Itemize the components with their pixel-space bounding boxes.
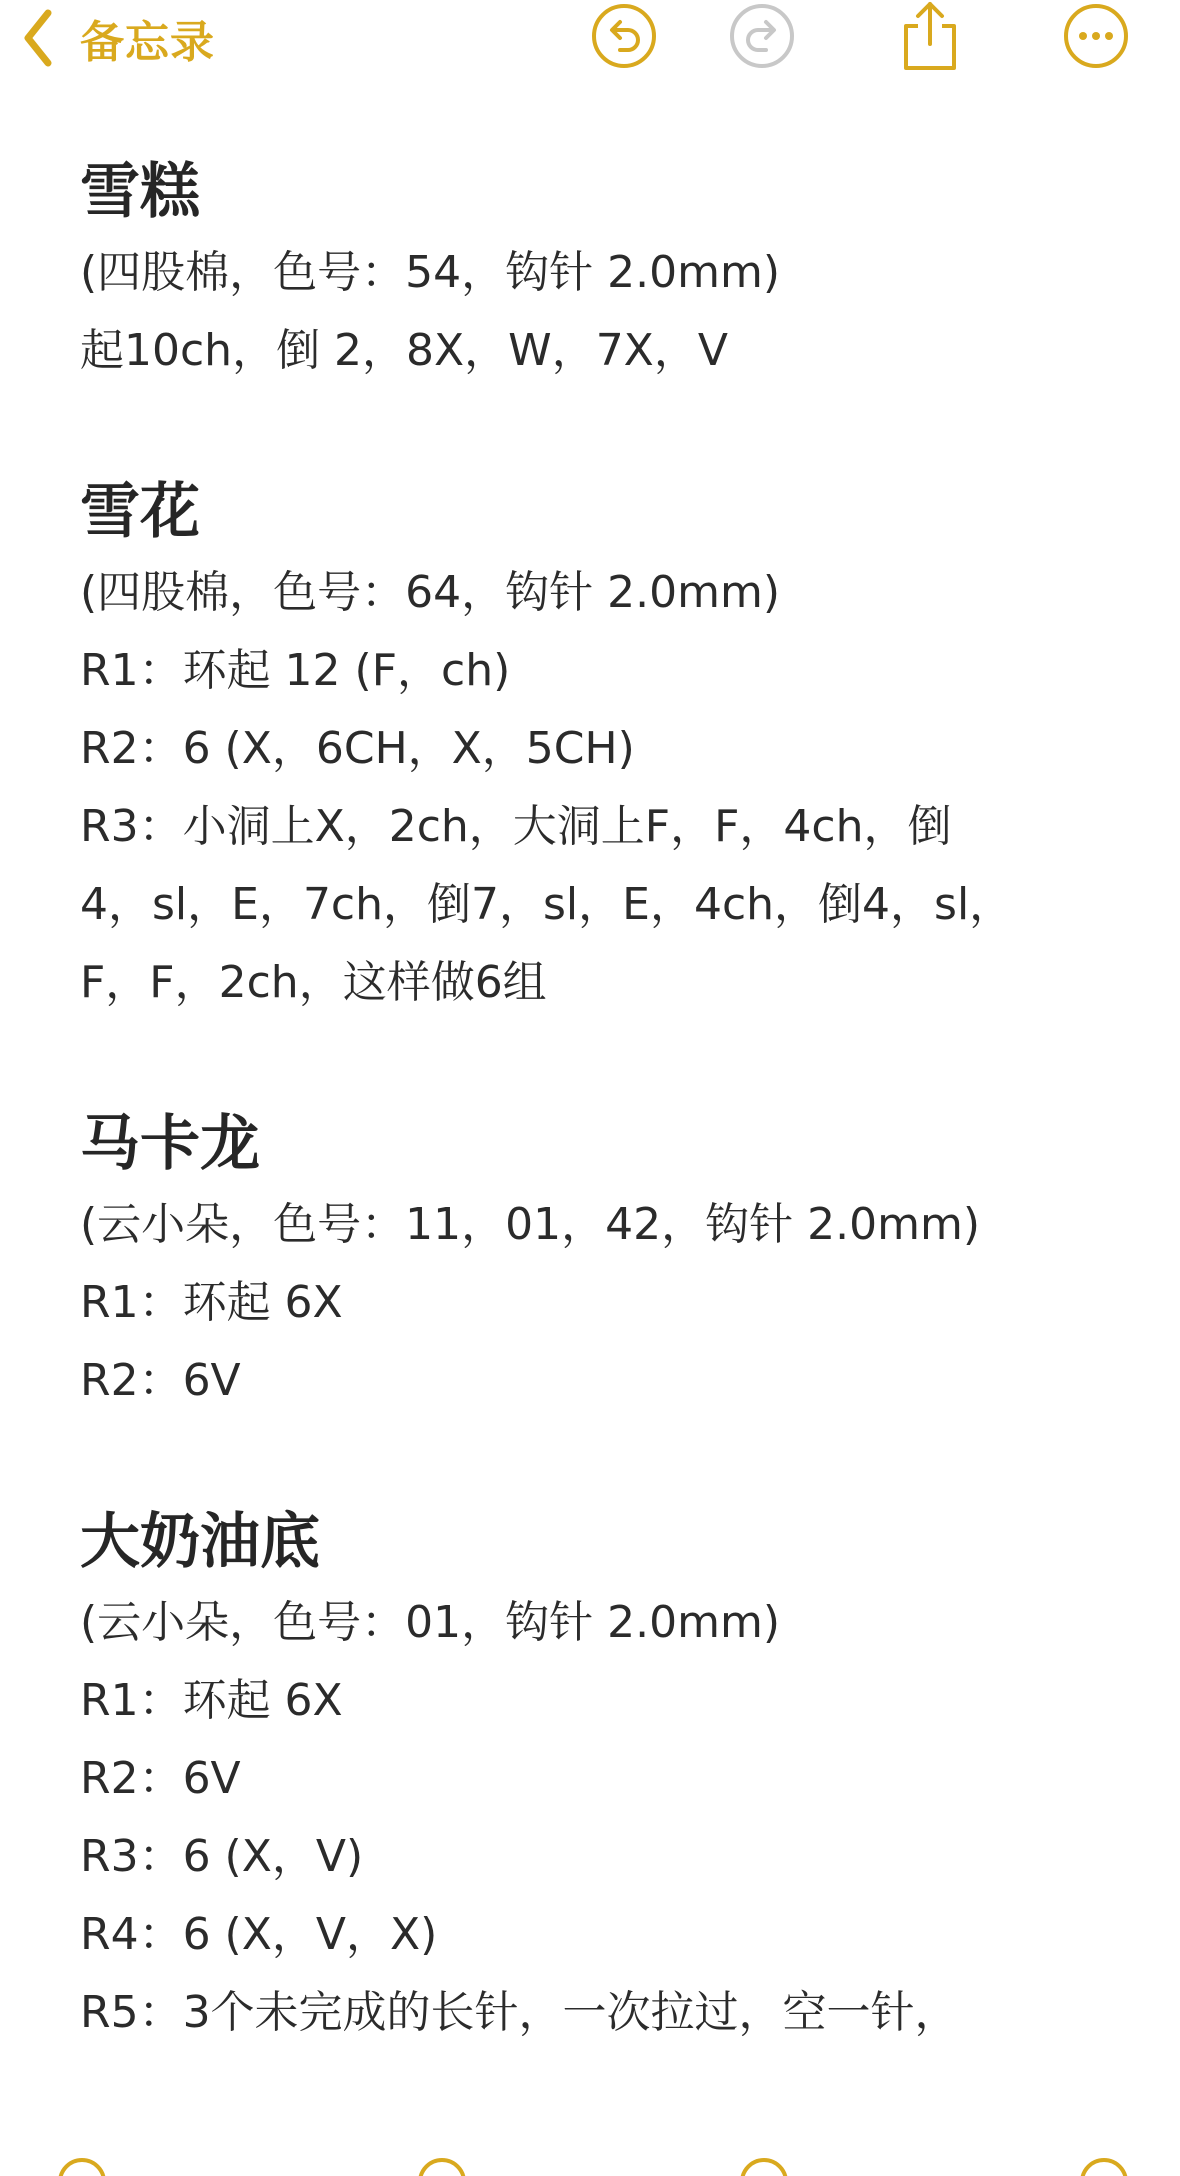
paragraph-gap — [80, 390, 1120, 470]
notes-toolbar — [0, 0, 1180, 90]
undo-button[interactable] — [588, 2, 660, 74]
note-body[interactable] — [80, 150, 1120, 2052]
checklist-icon[interactable] — [58, 2158, 106, 2176]
note-line: (云小朵，色号：11，01，42，钩针 2.0mm) — [80, 1199, 980, 1250]
undo-icon — [590, 2, 658, 74]
note-line: R4：6 (X，V，X) — [80, 1909, 438, 1960]
paragraph-gap — [80, 1420, 1120, 1500]
camera-icon[interactable] — [418, 2158, 466, 2176]
section-title: 大奶油底 — [80, 1507, 320, 1577]
note-section — [80, 150, 1120, 390]
compose-icon[interactable] — [1080, 2158, 1128, 2176]
back-button[interactable] — [22, 8, 215, 68]
note-line: 4，sl，E，7ch，倒7，sl，E，4ch，倒4，sl， — [80, 879, 1014, 930]
section-title: 雪糕 — [80, 157, 200, 227]
share-button[interactable] — [894, 2, 966, 74]
note-line: (四股棉，色号：54，钩针 2.0mm) — [80, 247, 781, 298]
note-line: R2：6 (X，6CH，X，5CH) — [80, 723, 635, 774]
note-section — [80, 470, 1120, 1022]
more-icon — [1062, 2, 1130, 74]
note-line: 起10ch，倒 2，8X，W，7X，V — [80, 325, 728, 376]
note-section — [80, 1102, 1120, 1420]
note-section — [80, 1500, 1120, 2052]
note-line: (云小朵，色号：01，钩针 2.0mm) — [80, 1597, 781, 1648]
note-line: F，F，2ch，这样做6组 — [80, 957, 547, 1008]
note-line: R3：小洞上X，2ch，大洞上F，F，4ch，倒 — [80, 801, 952, 852]
redo-button[interactable] — [726, 2, 798, 74]
note-line: R2：6V — [80, 1753, 241, 1804]
section-title: 马卡龙 — [80, 1109, 260, 1179]
note-line: R3：6 (X，V) — [80, 1831, 364, 1882]
note-line: R1：环起 6X — [80, 1675, 343, 1726]
note-line: R1：环起 12 (F，ch) — [80, 645, 511, 696]
note-line: R2：6V — [80, 1355, 241, 1406]
bottom-toolbar — [0, 2150, 1180, 2176]
chevron-left-icon — [22, 9, 54, 67]
note-line: (四股棉，色号：64，钩针 2.0mm) — [80, 567, 781, 618]
markup-icon[interactable] — [740, 2158, 788, 2176]
more-button[interactable] — [1060, 2, 1132, 74]
note-line: R1：环起 6X — [80, 1277, 343, 1328]
paragraph-gap — [80, 1022, 1120, 1102]
share-icon — [898, 0, 962, 76]
back-label: 备忘录 — [80, 17, 215, 68]
section-title: 雪花 — [80, 477, 200, 547]
note-line: R5：3个未完成的长针，一次拉过，空一针， — [80, 1987, 959, 2038]
redo-icon — [728, 2, 796, 74]
